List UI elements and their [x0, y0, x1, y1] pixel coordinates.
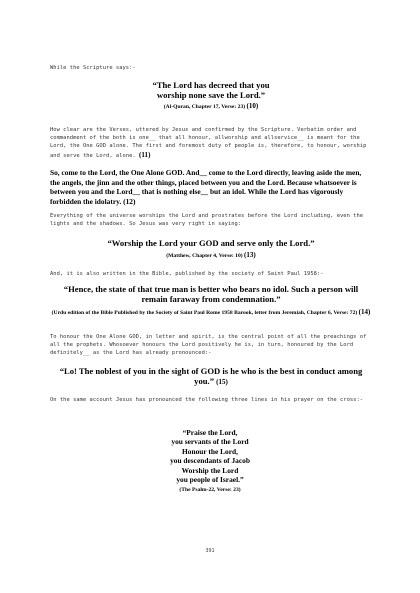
intro-line: While the Scripture says:- — [50, 65, 136, 71]
paragraph-4: To honour the One Alone GOD, in letter and spirit, is the central point of all the preachings of all the prophets. Whosoever honours the Lord positively he is, in turn, honoured by the Lord definitely__ as the Lord has already pronounced:- — [50, 334, 367, 357]
psalm-poem — [110, 428, 310, 496]
poem-line-4: you descendants of Jacob — [170, 456, 250, 466]
quote-2-number: (13) — [244, 251, 256, 259]
bold-paragraph — [50, 168, 372, 206]
quote-1-line-2: worship none save the Lord.” — [156, 90, 266, 101]
quote-1-source — [50, 102, 372, 111]
quote-1-source-text: (Al-Quran, Chapter 17, Verse: 23) — [163, 104, 246, 110]
bold-paragraph-number: (12) — [123, 196, 136, 206]
quote-3-source-text: (Urdu edition of the Bible Published by the Society of Saint Paul Rome 1958 Barook, letter from Jeremiah, Chapter 6, Verse: 72) — [51, 310, 358, 316]
quote-4-number: (15) — [216, 378, 228, 387]
quote-3: “Hence, the state of that true man is better who bears no idol. Such a person will remain faraway from condemnation.” — [63, 284, 359, 305]
quote-1 — [50, 80, 372, 101]
paragraph-3: And, it is also written in the Bible, published by the society of Saint Paul 1958:- — [50, 271, 324, 277]
paragraph-1 — [50, 126, 372, 160]
poem-line-6: you people of Israel.” — [176, 475, 244, 485]
page-number: 391 — [205, 548, 215, 554]
quote-4-text: “Lo! The noblest of you in the sight of GOD is he who is the best in conduct among you.” — [59, 366, 363, 387]
paragraph-2: Everything of the universe worships the Lord and prostrates before the Lord including, even the lights and the shadows. So Jesus was very right in saying: — [50, 213, 364, 228]
quote-2-source-text: (Matthew, Chapter 4, Verse: 10) — [166, 253, 243, 259]
bold-paragraph-text: So, come to the Lord, the One Alone GOD. And__ come to the Lord directly, leaving aside the men, the angels, the jinn and the other things, placed between you and the Lord. Because whatsoever is between you and the Lord__ that is nothing else__ but an idol. While the Lord has vigorously forbidden the idolatry. — [50, 168, 362, 206]
quote-2: “Worship the Lord your GOD and serve only the Lord.” — [107, 238, 315, 248]
quote-3-number: (14) — [358, 308, 371, 316]
quote-4 — [50, 366, 372, 388]
paragraph-5: On the same account Jesus has pronounced the following three lines in his prayer on the cross:- — [50, 397, 364, 403]
quote-3-source — [50, 308, 372, 317]
poem-line-2: you servants of the Lord — [171, 437, 249, 447]
poem-line-1: “Praise the Lord, — [182, 428, 238, 437]
quote-2-source — [50, 251, 372, 260]
quote-1-number: (10) — [246, 102, 259, 110]
poem-line-3: Honour the Lord, — [182, 446, 238, 456]
poem-line-5: Worship the Lord — [181, 465, 239, 475]
paragraph-1-number: (11) — [138, 150, 151, 159]
paragraph-1-text: How clear are the Verses, uttered by Jesus and confirmed by the Scripture. Verbatim order and commandment of the both is one__ that all honour, allworship and allservice__ is meant for the Lord, the One GOD alone. The first and foremost duty of people is, therefore, to honour, worship and serve the Lord, alone. — [50, 127, 367, 159]
quote-1-line-1: “The Lord has decreed that you — [152, 80, 270, 90]
poem-source: (The Psalm-22, Verse: 23) — [179, 487, 241, 494]
